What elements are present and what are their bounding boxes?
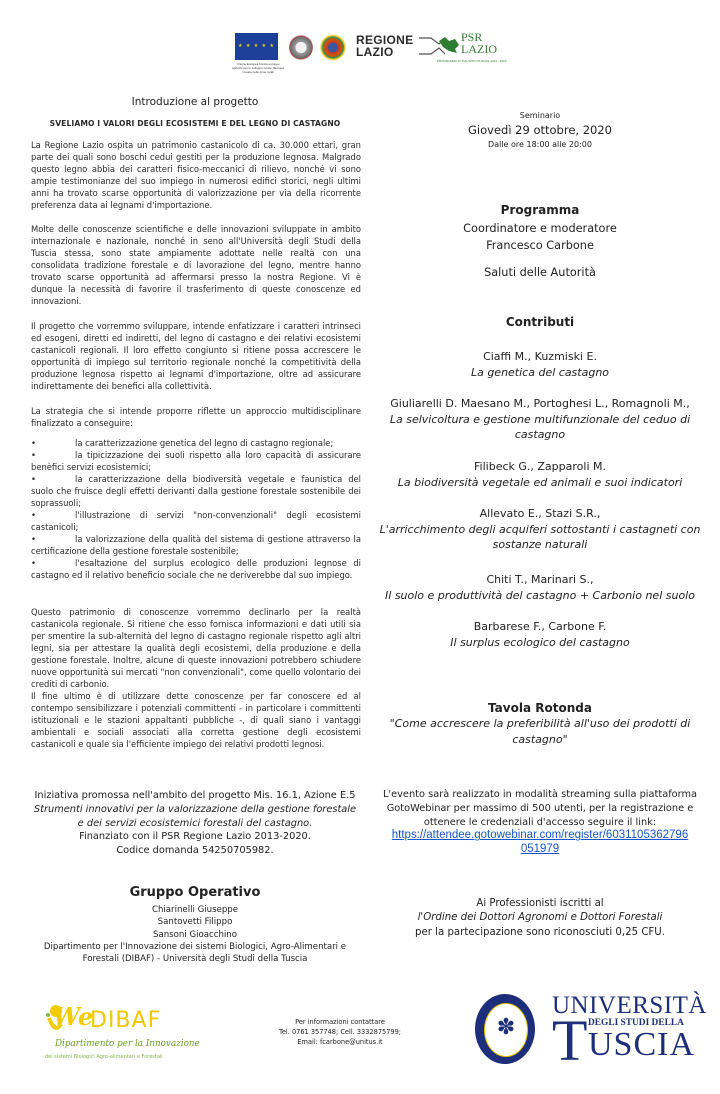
program-title: Programma — [500, 203, 580, 217]
contact-info — [250, 1017, 430, 1047]
intro-title: Introduzione al progetto — [131, 96, 259, 108]
intro-subtitle: SVELIAMO I VALORI DEGLI ECOSISTEMI E DEL LEGNO DI CASTAGNO — [49, 119, 341, 128]
program-role: Coordinatore e moderatore — [463, 222, 617, 235]
bullet-text: la caratterizzazione genetica del legno di castagno regionale; — [75, 438, 334, 448]
psr-line1: PSR — [461, 30, 483, 44]
bullet-item — [31, 557, 361, 581]
bullet-item — [31, 449, 361, 473]
intro-paragraph-4: La strategia che si intende proporre riflette un approccio multidisciplinare finalizzato a conseguire: — [31, 406, 361, 428]
seminar-time: Dalle ore 18:00 alle 20:00 — [488, 140, 592, 149]
bullet-text: la valorizzazione della qualità del sistema di gestione attraverso la certificazione della gestione forestale sostenibile; — [31, 534, 361, 556]
contribution-talk: Il surplus ecologico del castagno — [450, 635, 630, 649]
contribution-talk: La biodiversità vegetale ed animali e suoi indicatori — [397, 475, 683, 489]
university-seal-icon — [475, 994, 535, 1064]
bullet-icon: • — [31, 558, 36, 568]
eu-caption: Unione Europea Fondo europeo agricolo per lo sviluppo rurale: l'Europa investe nelle zone rurali — [232, 62, 284, 74]
bullet-text: l'esaltazione del surplus ecologico delle produzioni legnose di castagno ed il relativo beneficio sociale che ne deriverebbe dal suo impiego. — [31, 558, 361, 580]
palm-tree-icon: ✽ — [496, 1014, 516, 1039]
contribution-authors: Giuliarelli D. Maesano M., Portoghesi L., Romagnoli M., — [390, 397, 690, 410]
contribution-item — [382, 396, 698, 443]
registration-link[interactable] — [370, 829, 710, 857]
strategy-bullet-list — [31, 437, 361, 581]
contribution-authors: Barbarese F., Carbone F. — [473, 620, 607, 633]
closing-paragraph-2: Il fine ultimo è di utilizzare dette conoscenze per far conoscere ed al contempo sensibilizzare i potenziali committenti - in particolare i committenti istituzionali e le stazioni appaltanti pubbliche -, di quali siano i vantaggi ambientali e sociali associati alla corretta gestione degli ecosistemi castanicoli e quale sia l'efficiente impiego dei relativi prodotti legnosi. — [31, 691, 361, 749]
program-moderator: Francesco Carbone — [486, 239, 594, 252]
italian-republic-emblem-icon — [289, 34, 313, 61]
dibaf-we: We — [53, 1002, 94, 1031]
program-greetings: Saluti delle Autorità — [484, 266, 596, 279]
funding-line2: Strumenti innovativi per la valorizzazione della gestione forestale e dei servizi ecosistemici forestali del castagno. — [33, 803, 357, 829]
contribution-item — [370, 349, 710, 380]
registration-link-line1[interactable]: https://attendee.gotowebinar.com/register/6031105362796 — [391, 829, 689, 842]
bullet-item — [31, 509, 361, 533]
bullet-icon: • — [31, 438, 36, 448]
contribution-talk: La genetica del castagno — [470, 365, 610, 379]
dibaf-line2: dei sistemi Biologici Agro-alimentari e Forestali — [45, 1054, 163, 1060]
contribution-item — [375, 506, 705, 553]
header-logos — [232, 30, 507, 85]
program-moderator-block — [370, 220, 710, 254]
eu-flag-logo — [235, 33, 278, 60]
bullet-icon: • — [31, 534, 36, 544]
regione-line1: REGIONE — [356, 33, 414, 47]
group-member: Chiarinelli Giuseppe — [151, 905, 239, 915]
group-member: Sansoni Gioacchino — [152, 929, 238, 940]
dibaf-line1: Dipartimento per la Innovazione — [55, 1039, 200, 1049]
intro-paragraph-1: La Regione Lazio ospita un patrimonio castanicolo di ca. 30.000 ettari, gran parte dei quali sono boschi cedui gestiti per la produzione legnosa. Malgrado questo legno abbia dei caratteri fisico-meccanici di rilievo, nonché vi sono ampie testimonianze del suo impiego in numerosi edifici storici, negli ultimi anni ha trovato scarse opportunità di valorizzazione per via della ricorrente preferenza data ai legnami d'importazione. — [31, 140, 361, 210]
cfu-line3: per la partecipazione sono riconosciuti 0,25 CFU. — [414, 926, 665, 938]
intro-paragraph-3: Il progetto che vorremmo sviluppare, intende enfatizzare i caratteri intrinseci ed esogeni, diretti ed indiretti, del legno di castagno e dei relativi ecosistemi castanicoli regionali. Il loro effetto congiunto si ritiene possa accrescere le opportunità di impiego sul territorio regionale nonché la competitività della produzione legnosa rispetto ai legnami d'importazione, oltre ad assicurare indirettamente dei benefici alla collettività. — [31, 321, 361, 391]
registration-link-line2[interactable]: 051979 — [520, 843, 560, 856]
cfu-line2: l'Ordine dei Dottori Agronomi e Dottori Forestali — [417, 912, 663, 924]
psr-subtitle: PROGRAMMA DI SVILUPPO RURALE 2014 - 2020 — [437, 59, 507, 63]
dibaf-logo — [45, 1002, 205, 1072]
cfu-info — [370, 897, 710, 940]
contribution-talk: Il suolo e produttività del castagno + Carbonio nel suolo — [385, 588, 695, 602]
funding-block — [30, 789, 360, 858]
intro-paragraph-2: Molte delle conoscenze scientifiche e delle innovazioni sviluppate in ambito internazionale e nazionale, nonché in seno all'Università degli Studi della Tuscia stessa, sono state ampiamente adottate nelle realtà con una consolidata tradizione forestale e di lavorazione del legno, mentre hanno trovato scarse opportunità ad affermarsi presso la nostra Regione. Vi è dunque la necessità di favorire il trasferimento di queste conoscenze ed innovazioni. — [31, 224, 361, 306]
funding-line4: Codice domanda 54250705982. — [116, 845, 274, 857]
contribution-authors: Ciaffi M., Kuzmiski E. — [483, 350, 597, 363]
unitus-logo — [470, 990, 707, 1073]
funding-line1: Iniziativa promossa nell'ambito del progetto Mis. 16.1, Azione E.5 — [34, 790, 356, 801]
contribution-item — [370, 619, 710, 650]
roundtable-title: Tavola Rotonda — [488, 701, 592, 715]
bullet-icon: • — [31, 510, 36, 520]
bullet-icon: • — [31, 450, 36, 460]
roundtable-subtitle: "Come accrescere la preferibilità all'uso dei prodotti di castagno" — [389, 717, 691, 746]
psr-line2: LAZIO — [461, 42, 497, 56]
group-member: Santovetti Filippo — [157, 917, 233, 928]
seminar-date: Giovedì 29 ottobre, 2020 — [468, 123, 612, 137]
group-department: Dipartimento per l'Innovazione dei sistemi Biologici, Agro-Alimentari e Forestali (DIBAF) - Università degli Studi della Tuscia — [43, 941, 347, 965]
bullet-item — [31, 437, 361, 449]
eu-stars-icon: ★ ★ ★ ★ ★ — [238, 43, 275, 49]
psr-lazio-logo — [437, 31, 507, 67]
university-line2: DEGLI STUDI DELLA — [588, 1018, 684, 1028]
bullet-text: l'illustrazione di servizi "non-convenzionali" degli ecosistemi castanicoli; — [31, 510, 361, 532]
contributions-title: Contributi — [505, 315, 575, 329]
event-text: L'evento sarà realizzato in modalità streaming sulla piattaforma GotoWebinar per massimo di 500 utenti, per la registrazione e ottenere le credenziali d'accesso seguire il link: — [382, 789, 698, 828]
contribution-talk: L'arricchimento degli acquiferi sottostanti i castagneti con sostanze naturali — [379, 522, 701, 552]
university-line1: UNIVERSITÀ — [552, 992, 707, 1019]
contact-phone: Tel. 0761 357748; Cell. 3332875799; — [278, 1028, 402, 1036]
group-title: Gruppo Operativo — [129, 885, 261, 900]
bullet-text: la tipicizzazione dei suoli rispetto alla loro capacità di assicurare benèfici servizi ecosistemici; — [31, 450, 361, 472]
bullet-text: la caratterizzazione della biodiversità vegetale e faunistica del suolo che fruisce degli effetti derivanti dalla gestione forestale sostenibile dei soprassuoli; — [31, 474, 361, 508]
contact-email: Email: fcarbone@unitus.it — [297, 1038, 383, 1046]
lazio-emblem-icon — [320, 34, 346, 61]
bullet-icon: • — [31, 474, 36, 484]
university-line3: USCIA — [588, 1026, 696, 1063]
contribution-talk: La selvicoltura e gestione multifunzionale del ceduo di castagno — [389, 412, 691, 442]
regione-line2: LAZIO — [356, 45, 394, 59]
group-members — [30, 904, 360, 965]
seminar-label: Seminario — [519, 111, 561, 120]
bullet-item — [31, 473, 361, 509]
university-initial: T — [552, 1008, 588, 1073]
cfu-line1: Ai Professionisti iscritti al — [476, 898, 604, 909]
regione-lazio-logo — [356, 34, 413, 58]
dibaf-name: DIBAF — [90, 1008, 162, 1033]
bullet-item — [31, 533, 361, 557]
contribution-authors: Filibeck G., Zapparoli M. — [474, 460, 606, 473]
contribution-authors: Allevato E., Stazi S.R., — [479, 507, 601, 520]
contribution-item — [370, 572, 710, 603]
contribution-authors: Chiti T., Marinari S., — [486, 573, 594, 586]
contact-title: Per informazioni contattare — [295, 1018, 385, 1026]
closing-paragraph-1: Questo patrimonio di conoscenze vorremmo declinarlo per la realtà castanicola regionale. Si ritiene che esso fornisca informazioni e dati utili sia per smentire la sub-alternità del legno di castagno regionale rispetto agli altri legni, sia per attestare la qualità degli ecosistemi, della produzione e della gestione forestale. Inoltre, alcune di queste innovazioni potrebbero schiudere nuove opportunità sui mercati "non convenzionali", come quello volontario dei crediti di carbonio. — [31, 607, 361, 689]
contribution-item — [370, 459, 710, 490]
event-info — [370, 788, 710, 857]
funding-line3: Finanziato con il PSR Regione Lazio 2013-2020. — [79, 831, 311, 843]
lazio-map-icon — [437, 35, 461, 55]
psr-text — [461, 31, 497, 55]
